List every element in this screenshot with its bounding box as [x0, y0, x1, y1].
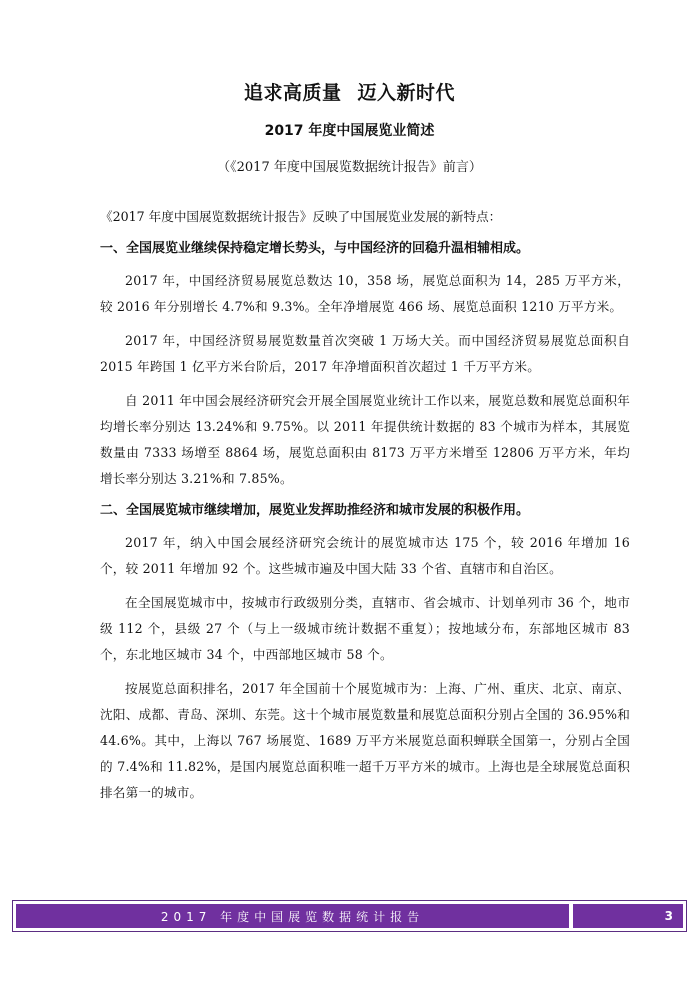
section-1-paragraph-2: 2017 年，中国经济贸易展览数量首次突破 1 万场大关。而中国经济贸易展览总面积自 2015 年跨国 1 亿平方米台阶后，2017 年净增面积首次超过 1 千万平方米。	[100, 333, 630, 374]
document-subtitle: 2017 年度中国展览业简述	[264, 123, 435, 139]
section-heading-2: 二、全国展览城市继续增加，展览业发挥助推经济和城市发展的积极作用。	[100, 503, 530, 518]
document-title	[0, 78, 699, 105]
page-number: 3	[573, 904, 683, 928]
title-part-2: 迈入新时代	[357, 82, 456, 104]
section-2-paragraph-3: 按展览总面积排名，2017 年全国前十个展览城市为：上海、广州、重庆、北京、南京、沈阳、成都、青岛、深圳、东莞。这十个城市展览数量和展览总面积分别占全国的 36.95%和 44.6%。其中，上海以 767 场展览、1689 万平方米展览总面积蝉联全国第一，分别占全国的 7.4%和 11.82%，是国内展览总面积唯一超千万平方米的城市。上海也是全球展览总面积排名第一的城市。	[100, 681, 630, 800]
section-2-paragraph-1: 2017 年，纳入中国会展经济研究会统计的展览城市达 175 个，较 2016 年增加 16 个，较 2011 年增加 92 个。这些城市遍及中国大陆 33 个省、直辖市和自治区。	[100, 535, 630, 576]
section-1-paragraph-3: 自 2011 年中国会展经济研究会开展全国展览业统计工作以来，展览总数和展览总面积年均增长率分别达 13.24%和 9.75%。以 2011 年提供统计数据的 83 个城市为样本，其展览数量由 7333 场增至 8864 场，展览总面积由 8173 万平方米增至 12806 万平方米，年均增长率分别达 3.21%和 7.85%。	[100, 393, 630, 486]
document-body	[100, 206, 630, 814]
preface-note: （《2017 年度中国展览数据统计报告》前言）	[217, 160, 482, 175]
section-2-paragraph-2: 在全国展览城市中，按城市行政级别分类，直辖市、省会城市、计划单列市 36 个，地市级 112 个，县级 27 个（与上一级城市统计数据不重复）；按地域分布，东部地区城市 83 个，东北地区城市 34 个，中西部地区城市 58 个。	[100, 595, 630, 662]
section-1-paragraph-1: 2017 年，中国经济贸易展览总数达 10，358 场，展览总面积为 14，285 万平方米，较 2016 年分别增长 4.7%和 9.3%。全年净增展览 466 场、展览总面积 1210 万平方米。	[100, 273, 630, 314]
page-footer	[12, 900, 687, 932]
section-heading-1: 一、全国展览业继续保持稳定增长势头，与中国经济的回稳升温相辅相成。	[100, 241, 530, 256]
intro-paragraph: 《2017 年度中国展览数据统计报告》反映了中国展览业发展的新特点：	[100, 209, 502, 224]
title-part-1: 追求高质量	[243, 82, 342, 104]
footer-report-title: 2017 年度中国展览数据统计报告	[16, 904, 569, 928]
